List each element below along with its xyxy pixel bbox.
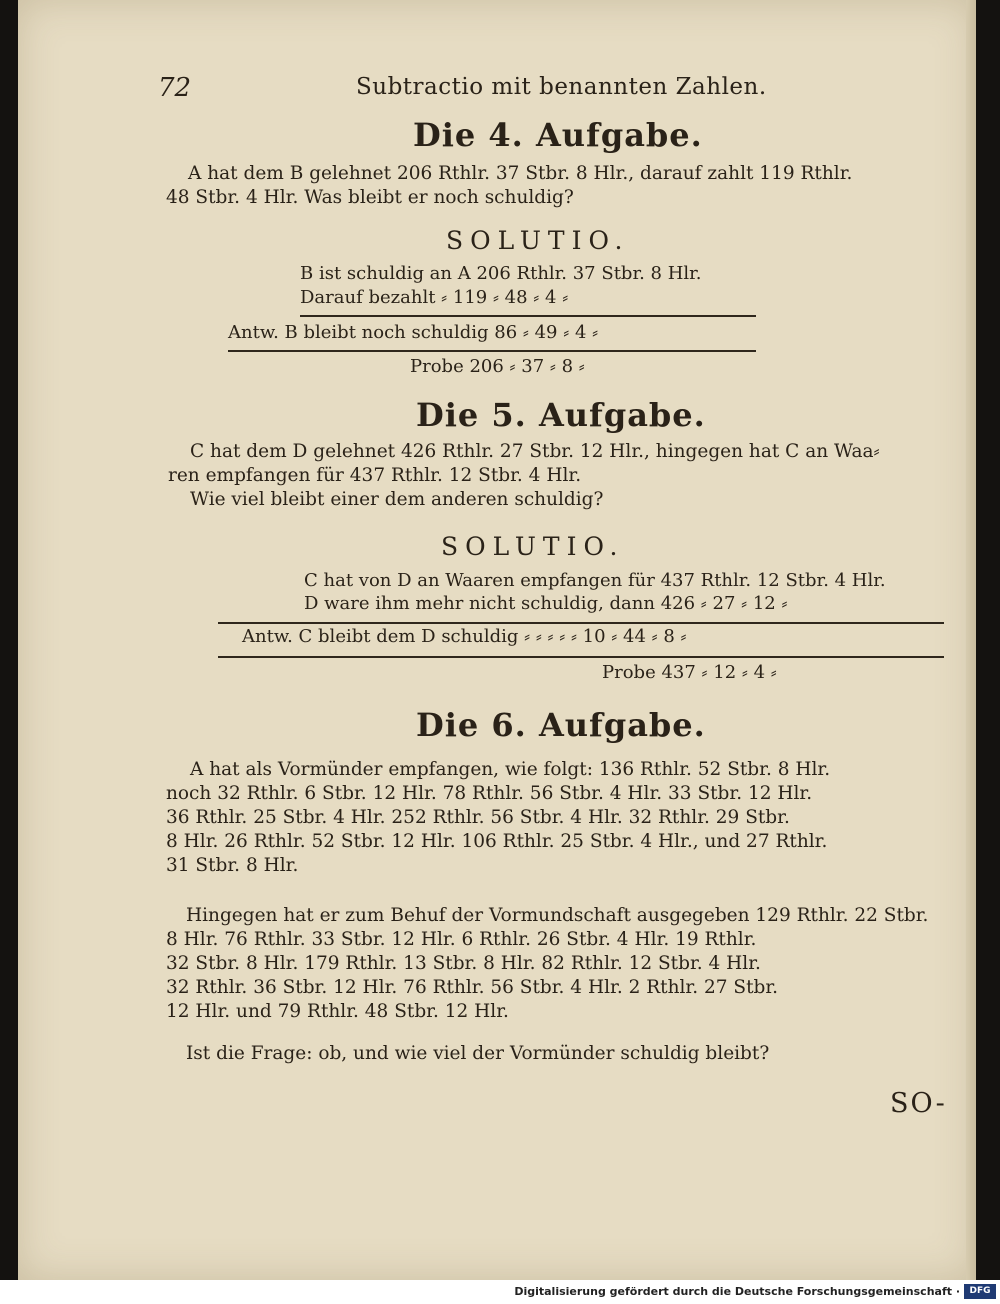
problem-5-row-2: D ware ihm mehr nicht schuldig, dann 426 ⸗ 27 ⸗ 12 ⸗ (304, 593, 788, 614)
problem-5-row-1: C hat von D an Waaren empfangen für 437 Rthlr. 12 Stbr. 4 Hlr. (304, 570, 886, 591)
page-edge (966, 0, 976, 1280)
problem-6-para-2-line-4: 32 Rthlr. 36 Stbr. 12 Hlr. 76 Rthlr. 56 Stbr. 4 Hlr. 2 Rthlr. 27 Stbr. (166, 977, 779, 998)
problem-6-para-2-line-2: 8 Hlr. 76 Rthlr. 33 Stbr. 12 Hlr. 6 Rthlr. 26 Stbr. 4 Hlr. 19 Rthlr. (166, 929, 757, 950)
problem-5-text-line-3: Wie viel bleibt einer dem anderen schuldig? (190, 489, 604, 510)
problem-4-row-2: Darauf bezahlt ⸗ 119 ⸗ 48 ⸗ 4 ⸗ (300, 287, 569, 308)
problem-6-para-1-line-5: 31 Stbr. 8 Hlr. (166, 855, 299, 876)
book-page (18, 0, 976, 1280)
problem-6-para-1-line-1: A hat als Vormünder empfangen, wie folgt: 136 Rthlr. 52 Stbr. 8 Hlr. (190, 759, 831, 780)
problem-4-answer: Antw. B bleibt noch schuldig 86 ⸗ 49 ⸗ 4 ⸗ (228, 322, 599, 343)
problem-6-para-1-line-4: 8 Hlr. 26 Rthlr. 52 Stbr. 12 Hlr. 106 Rthlr. 25 Stbr. 4 Hlr., und 27 Rthlr. (166, 831, 828, 852)
problem-5-solution-heading: SOLUTIO. (441, 532, 625, 561)
problem-4-check: Probe 206 ⸗ 37 ⸗ 8 ⸗ (410, 356, 585, 377)
problem-4-text-line-1: A hat dem B gelehnet 206 Rthlr. 37 Stbr. 8 Hlr., darauf zahlt 119 Rthlr. (188, 163, 853, 184)
problem-6-question: Ist die Frage: ob, und wie viel der Vormünder schuldig bleibt? (186, 1043, 770, 1064)
problem-4-heading: Die 4. Aufgabe. (413, 116, 703, 154)
problem-4-text-line-2: 48 Stbr. 4 Hlr. Was bleibt er noch schuldig? (166, 187, 574, 208)
problem-6-para-1-line-2: noch 32 Rthlr. 6 Stbr. 12 Hlr. 78 Rthlr. 56 Stbr. 4 Hlr. 33 Stbr. 12 Hlr. (166, 783, 813, 804)
problem-5-rule-1 (218, 622, 944, 624)
footer-bar (0, 1280, 1000, 1304)
problem-6-para-2-line-5: 12 Hlr. und 79 Rthlr. 48 Stbr. 12 Hlr. (166, 1001, 509, 1022)
dfg-logo-icon: DFG (964, 1284, 996, 1299)
running-title: Subtractio mit benannten Zahlen. (356, 74, 767, 100)
problem-5-text-line-1: C hat dem D gelehnet 426 Rthlr. 27 Stbr. 12 Hlr., hingegen hat C an Waa⸗ (190, 441, 880, 462)
page-number: 72 (158, 73, 192, 103)
problem-6-para-2-line-1: Hingegen hat er zum Behuf der Vormundschaft ausgegeben 129 Rthlr. 22 Stbr. (186, 905, 929, 926)
problem-4-rule-2 (228, 350, 756, 352)
problem-4-solution-heading: SOLUTIO. (446, 226, 630, 255)
footer-credit: Digitalisierung gefördert durch die Deutsche Forschungsgemeinschaft · (514, 1285, 960, 1298)
problem-5-answer: Antw. C bleibt dem D schuldig ⸗ ⸗ ⸗ ⸗ ⸗ 10 ⸗ 44 ⸗ 8 ⸗ (242, 626, 687, 647)
problem-4-row-1: B ist schuldig an A 206 Rthlr. 37 Stbr. 8 Hlr. (300, 263, 702, 284)
problem-5-rule-2 (218, 656, 944, 658)
problem-5-heading: Die 5. Aufgabe. (416, 396, 706, 434)
problem-5-check: Probe 437 ⸗ 12 ⸗ 4 ⸗ (602, 662, 777, 683)
problem-5-text-line-2: ren empfangen für 437 Rthlr. 12 Stbr. 4 Hlr. (168, 465, 582, 486)
catchword: SO- (890, 1088, 947, 1119)
problem-4-rule-1 (300, 315, 756, 317)
problem-6-para-2-line-3: 32 Stbr. 8 Hlr. 179 Rthlr. 13 Stbr. 8 Hlr. 82 Rthlr. 12 Stbr. 4 Hlr. (166, 953, 761, 974)
problem-6-heading: Die 6. Aufgabe. (416, 706, 706, 744)
problem-6-para-1-line-3: 36 Rthlr. 25 Stbr. 4 Hlr. 252 Rthlr. 56 Stbr. 4 Hlr. 32 Rthlr. 29 Stbr. (166, 807, 790, 828)
